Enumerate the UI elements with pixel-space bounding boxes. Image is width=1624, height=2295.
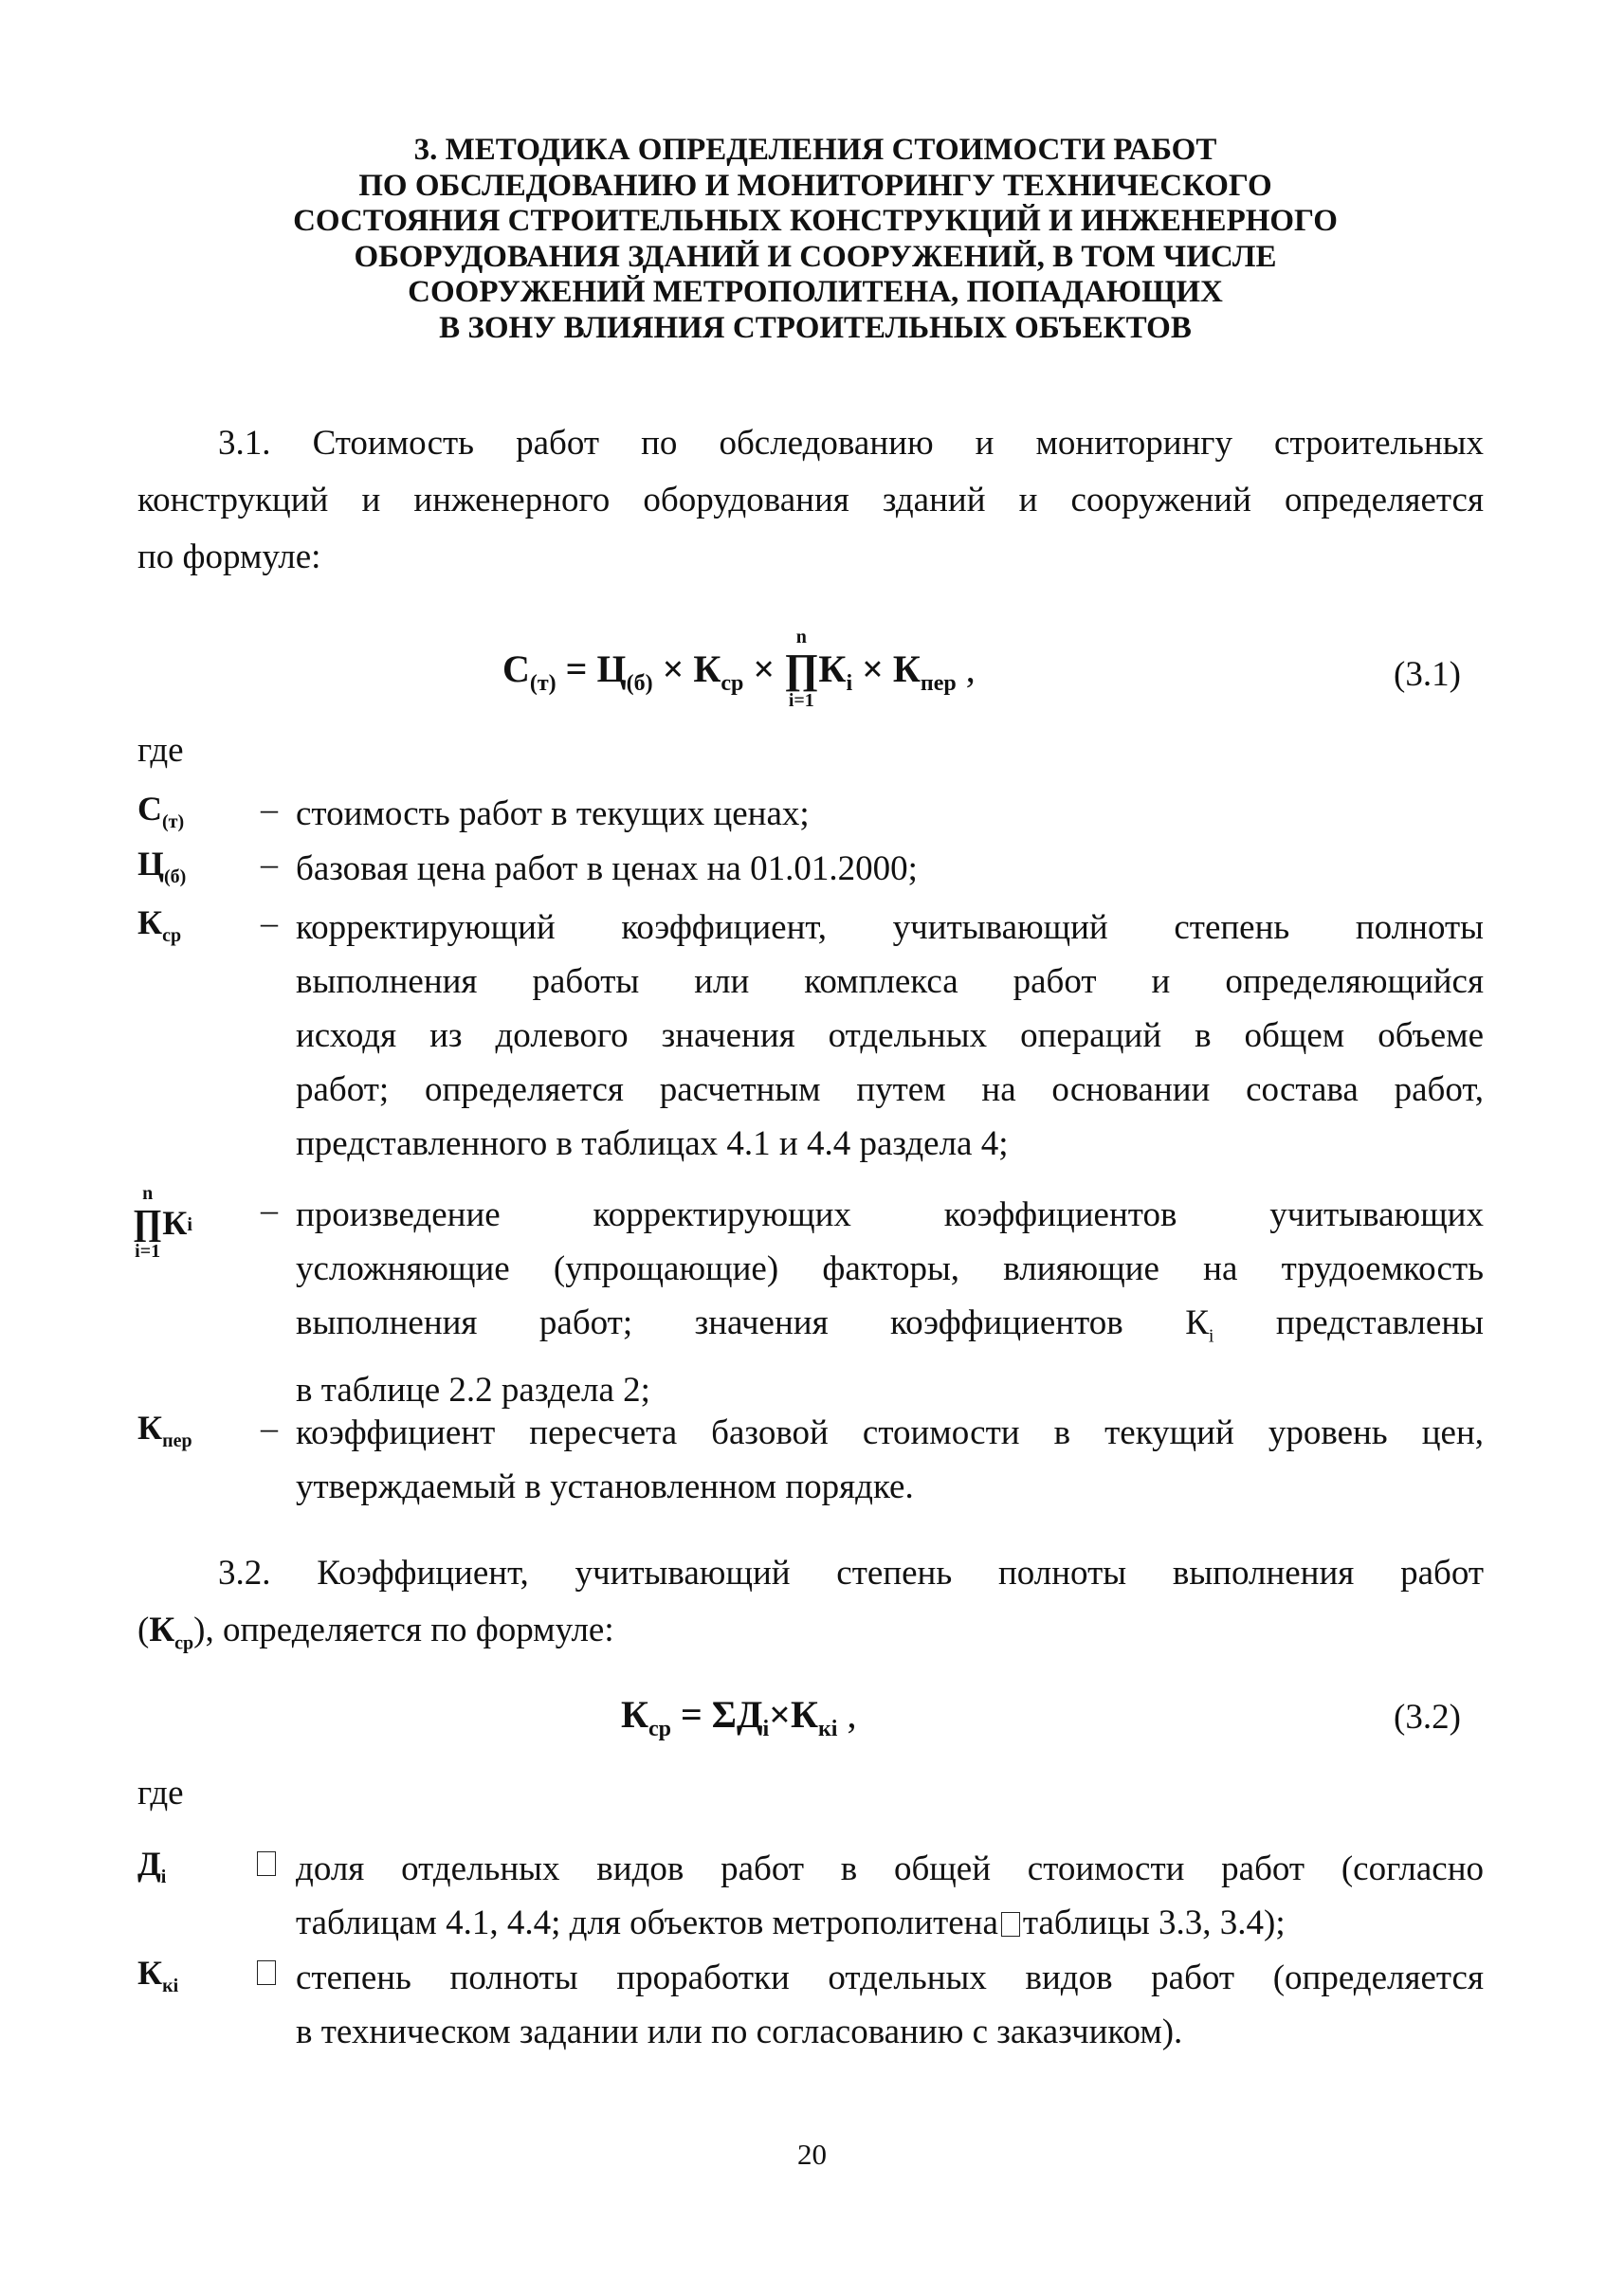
- page-number: 20: [797, 2138, 827, 2171]
- symbol-c-t: [137, 789, 184, 833]
- symbol-k-sr: [137, 902, 181, 947]
- paragraph-line: 3.2. Коэффициент, учитывающий степень полноты выполнения работ: [218, 1554, 1484, 1593]
- definition-line: [296, 1296, 1484, 1363]
- equation-number: (3.2): [1394, 1698, 1461, 1737]
- symbol-sub: i: [1208, 1325, 1214, 1347]
- formula-operator: ×: [852, 647, 893, 691]
- definition-line: представленного в таблицах 4.1 и 4.4 раздела 4;: [296, 1124, 1009, 1163]
- symbol-main: К: [137, 1409, 163, 1447]
- symbol-main: К: [162, 1204, 188, 1242]
- formula-subscript: ср: [648, 1717, 672, 1741]
- product-symbol: ∏: [784, 646, 819, 692]
- formula-operator: ×: [652, 647, 694, 691]
- symbol-main: Ц: [137, 845, 165, 883]
- heading-line: СОСТОЯНИЯ СТРОИТЕЛЬНЫХ КОНСТРУКЦИЙ И ИНЖЕНЕРНОГО: [293, 204, 1338, 238]
- formula-symbol: К: [892, 647, 921, 691]
- formula-subscript: i: [762, 1717, 770, 1741]
- symbol-k-per: [137, 1408, 192, 1452]
- formula-3-2: [621, 1692, 856, 1742]
- definition-line: [296, 1896, 1484, 1950]
- heading-line: СООРУЖЕНИЙ МЕТРОПОЛИТЕНА, ПОПАДАЮЩИХ: [408, 275, 1223, 309]
- definition-line: коэффициент пересчета базовой стоимости в текущий уровень цен,: [296, 1413, 1484, 1452]
- definition-line: степень полноты проработки отдельных видов работ (определяется: [296, 1958, 1484, 1997]
- definition-text: представлены: [1213, 1303, 1484, 1342]
- paragraph-text: ), определяется по формуле:: [193, 1611, 614, 1649]
- symbol-main: Д: [137, 1845, 161, 1883]
- symbol-sub: ср: [162, 925, 182, 947]
- symbol-sub: (б): [164, 866, 187, 888]
- definition-text: таблицам 4.1, 4.4; для объектов метрополитена: [296, 1903, 998, 1942]
- symbol-sub: i: [187, 1213, 192, 1235]
- product-upper-limit: n: [142, 1183, 154, 1204]
- definition-dash: –: [261, 903, 278, 941]
- formula-operator: ×К: [769, 1693, 818, 1736]
- definition-dash: –: [261, 845, 278, 883]
- definition-line: выполнения работы или комплекса работ и определяющийся: [296, 962, 1484, 1001]
- missing-glyph-box: [254, 1960, 279, 1987]
- paragraph-line: конструкций и инженерного оборудования зданий и сооружений определяется: [137, 481, 1484, 519]
- formula-symbol: К: [818, 647, 847, 691]
- formula-subscript: i: [846, 671, 853, 697]
- formula-subscript: кi: [817, 1717, 838, 1741]
- formula-punct: ,: [837, 1693, 857, 1736]
- formula-3-1: [502, 627, 976, 716]
- formula-operator: ×: [743, 647, 785, 691]
- paragraph-3-2: [137, 1545, 1484, 1671]
- equation-number: (3.1): [1394, 655, 1461, 694]
- product-operator: [784, 627, 818, 712]
- definition-k-per: [296, 1406, 1484, 1514]
- heading-line: 3. МЕТОДИКА ОПРЕДЕЛЕНИЯ СТОИМОСТИ РАБОТ: [413, 133, 1217, 167]
- formula-subscript: (б): [626, 671, 653, 697]
- heading-line: ПО ОБСЛЕДОВАНИЮ И МОНИТОРИНГУ ТЕХНИЧЕСКОГО: [358, 168, 1272, 203]
- definition-line: усложняющие (упрощающие) факторы, влияющие на трудоемкость: [296, 1249, 1484, 1288]
- section-heading: [237, 133, 1394, 346]
- formula-symbol: К: [621, 1693, 649, 1736]
- definition-text: таблицы 3.3, 3.4);: [1022, 1903, 1286, 1942]
- definition-line: в таблице 2.2 раздела 2;: [296, 1371, 650, 1411]
- product-operator: [133, 1183, 162, 1263]
- symbol-sub: (т): [162, 811, 185, 833]
- symbol-ts-b: [137, 844, 186, 888]
- definition-product-ki: [296, 1188, 1484, 1417]
- product-lower-limit: i=1: [135, 1241, 161, 1262]
- symbol-k-ki: [137, 1953, 178, 1997]
- definition-line: в техническом задании или по согласованию с заказчиком).: [296, 2013, 1183, 2051]
- definition-dash: –: [261, 1191, 278, 1229]
- definition-line: утверждаемый в установленном порядке.: [296, 1467, 914, 1506]
- definition-c-t: [296, 787, 1484, 841]
- symbol-sub: пер: [162, 1430, 192, 1452]
- formula-operator: =: [556, 647, 597, 691]
- paragraph-line: по формуле:: [137, 537, 321, 576]
- definition-k-sr: [296, 901, 1484, 1171]
- definition-line: корректирующий коэффициент, учитывающий степень полноты: [296, 908, 1484, 947]
- definition-line: работ; определяется расчетным путем на основании состава работ,: [296, 1070, 1484, 1109]
- symbol-product-ki: [133, 1183, 192, 1263]
- formula-symbol: К: [693, 647, 721, 691]
- definition-dash: –: [261, 790, 278, 828]
- formula-operator: = ΣД: [671, 1693, 763, 1736]
- definition-d-i: [296, 1842, 1484, 1950]
- paragraph-3-1: [137, 415, 1484, 586]
- where-label: где: [137, 731, 184, 770]
- definition-text: выполнения работ; значения коэффициентов К: [296, 1303, 1209, 1342]
- missing-glyph-icon: [257, 1960, 276, 1985]
- missing-glyph-icon: [1001, 1912, 1020, 1937]
- symbol-sub: кi: [162, 1976, 179, 1997]
- formula-symbol: С: [502, 647, 530, 691]
- where-label: где: [137, 1774, 184, 1812]
- formula-subscript: пер: [920, 671, 957, 697]
- paragraph-text: (: [137, 1611, 150, 1649]
- missing-glyph-icon: [257, 1851, 276, 1876]
- definition-ts-b: [296, 842, 1484, 896]
- symbol-main: К: [149, 1611, 175, 1649]
- definition-dash: –: [261, 1409, 278, 1447]
- paragraph-line: [137, 1602, 1484, 1671]
- product-lower-limit: i=1: [788, 690, 814, 711]
- product-symbol: ∏: [133, 1203, 163, 1243]
- heading-line: В ЗОНУ ВЛИЯНИЯ СТРОИТЕЛЬНЫХ ОБЪЕКТОВ: [439, 310, 1192, 345]
- formula-symbol: Ц: [596, 647, 627, 691]
- symbol-main: К: [137, 903, 163, 941]
- formula-subscript: ср: [721, 671, 744, 697]
- symbol-main: С: [137, 790, 162, 828]
- symbol-d-i: [137, 1844, 166, 1888]
- heading-line: ОБОРУДОВАНИЯ ЗДАНИЙ И СООРУЖЕНИЙ, В ТОМ ЧИСЛЕ: [354, 239, 1277, 274]
- formula-punct: ,: [956, 647, 976, 691]
- paragraph-line: 3.1. Стоимость работ по обследованию и мониторингу строительных: [218, 424, 1484, 463]
- symbol-sub: i: [160, 1867, 167, 1888]
- definition-line: доля отдельных видов работ в общей стоимости работ (согласно: [296, 1849, 1484, 1888]
- definition-k-ki: [296, 1951, 1484, 2059]
- definition-line: исходя из долевого значения отдельных операций в общем объеме: [296, 1016, 1484, 1055]
- formula-subscript: (т): [529, 671, 557, 697]
- definition-text: стоимость работ в текущих ценах;: [296, 794, 810, 833]
- missing-glyph-box: [254, 1851, 279, 1878]
- symbol-sub: ср: [174, 1632, 194, 1654]
- definition-text: базовая цена работ в ценах на 01.01.2000;: [296, 849, 918, 888]
- product-upper-limit: n: [795, 627, 807, 647]
- definition-line: произведение корректирующих коэффициентов учитывающих: [296, 1195, 1484, 1234]
- symbol-main: К: [137, 1954, 163, 1992]
